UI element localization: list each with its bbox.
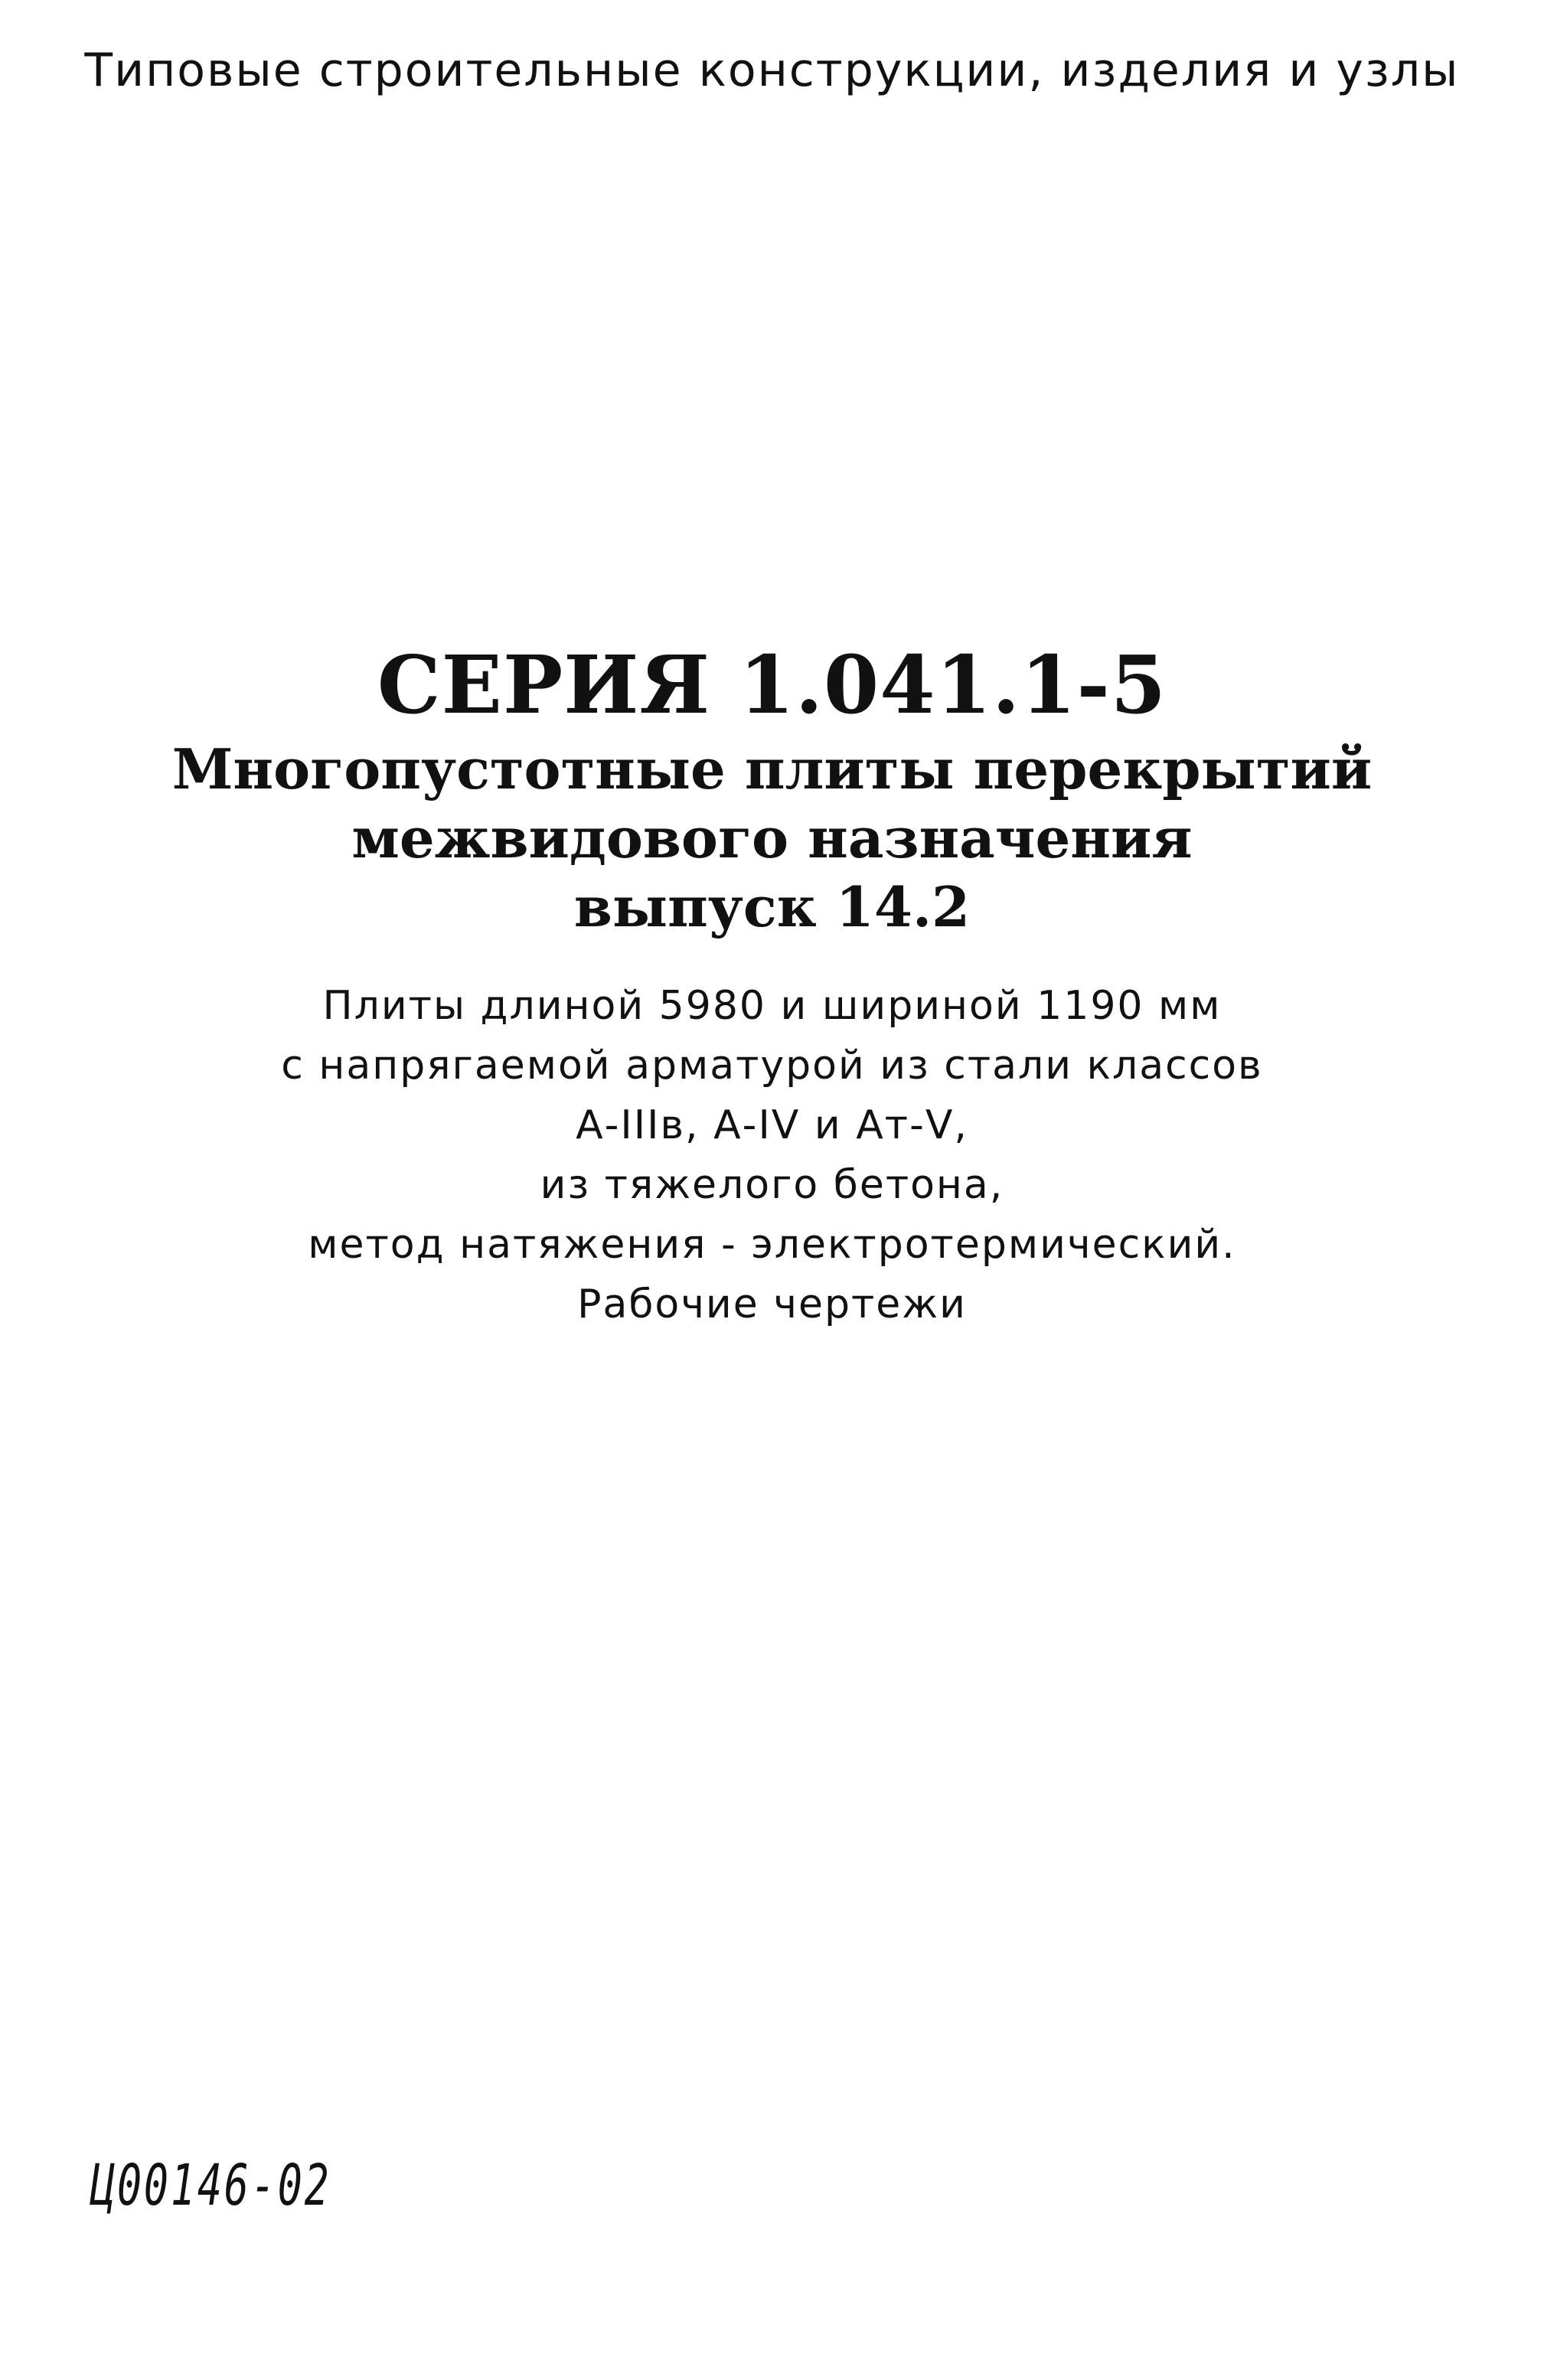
- issue-number: выпуск 14.2: [573, 874, 971, 939]
- title-block: [0, 635, 1544, 942]
- description-line-6: Рабочие чертежи: [577, 1281, 967, 1327]
- description-line-4: из тяжелого бетона,: [540, 1162, 1004, 1208]
- collection-header: Типовые строительные конструкции, изделия и узлы: [84, 44, 1460, 97]
- series-title: СЕРИЯ 1.041.1-5: [377, 638, 1167, 732]
- description-block: [0, 976, 1544, 1334]
- description-line-5: метод натяжения - электротермический.: [308, 1222, 1236, 1268]
- description-line-3: А-IIIв, А-IV и Ат-V,: [576, 1102, 968, 1148]
- title-line-2: межвидового назначения: [351, 805, 1193, 870]
- title-line-1: Многопустотные плиты перекрытий: [171, 736, 1373, 801]
- inventory-stamp: Ц00146-02: [90, 2153, 331, 2218]
- description-line-2: с напрягаемой арматурой из стали классов: [281, 1043, 1263, 1089]
- description-line-1: Плиты длиной 5980 и шириной 1190 мм: [322, 983, 1222, 1029]
